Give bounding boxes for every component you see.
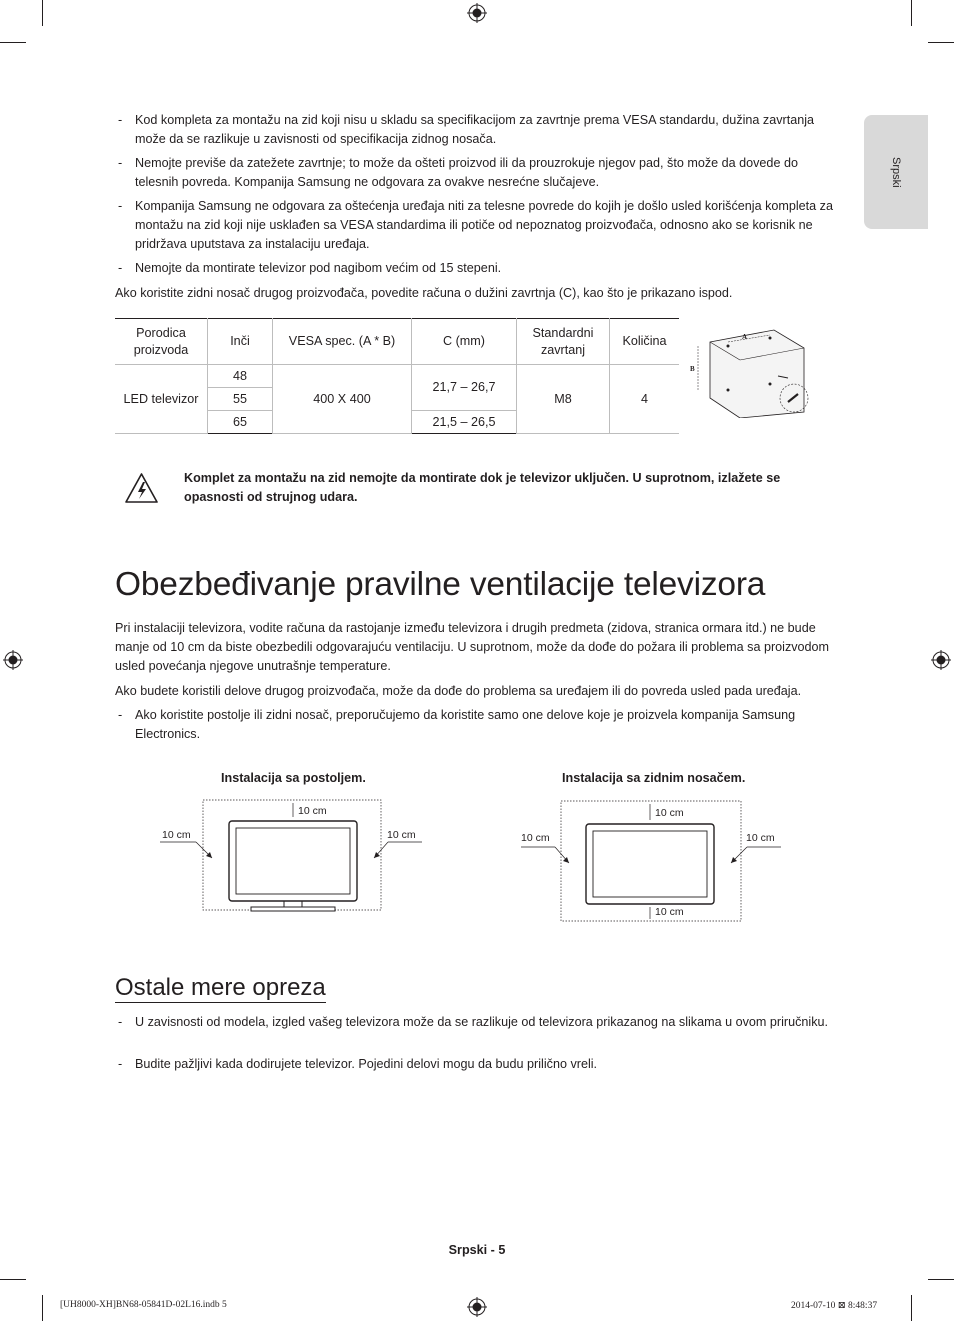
table-cell: 400 X 400	[273, 365, 412, 434]
gap-label-left: 10 cm	[162, 829, 191, 841]
table-cell: 55	[208, 388, 273, 411]
table-cell: 21,5 – 26,5	[412, 411, 517, 434]
table-cell: 65	[208, 411, 273, 434]
page-title: Obezbeđivanje pravilne ventilacije televizora	[115, 566, 766, 603]
section-heading-text: Ostale mere opreza	[115, 974, 326, 1001]
table-cell: 21,7 – 26,7	[412, 365, 517, 411]
dimension-label-b: B	[690, 365, 695, 373]
table-header-cell: Inči	[208, 319, 273, 365]
gap-label-right: 10 cm	[387, 829, 416, 841]
crop-mark	[42, 0, 43, 26]
table-header-cell: VESA spec. (A * B)	[273, 319, 412, 365]
wall-installation-figure	[519, 797, 785, 925]
table-header-row	[115, 319, 679, 365]
intro-note: Ako koristite zidni nosač drugog proizvođača, povedite računa o dužini zavrtnja (C), kao što je prikazano ispod.	[115, 286, 733, 300]
warning-text: Komplet za montažu na zid nemojte da montirate dok je televizor uključen. U suprotnom, izlažete se opasnosti od strujnog udara.	[184, 471, 781, 504]
registration-mark-icon	[467, 3, 487, 23]
ventilation-paragraph: Pri instalaciji televizora, vodite računa da rastojanje između televizora i drugih predmeta (zidova, stranica ormara itd.) ne bude manje od 10 cm da biste obezbedili odgovarajuću ventilaciju. U suprotnom, može da dođe do požara ili problema sa proizvodom usled povećanja njegove unutrašnje temperature.	[115, 621, 830, 673]
stand-figure-caption: Instalacija sa postoljem.	[221, 771, 366, 785]
registration-mark-icon	[3, 650, 23, 670]
table-cell: 48	[208, 365, 273, 388]
crop-mark	[0, 42, 26, 43]
page-number: Srpski - 5	[448, 1243, 506, 1257]
registration-mark-icon	[467, 1297, 487, 1317]
table-header-cell: Porodica proizvoda	[115, 319, 208, 365]
crop-mark	[911, 0, 912, 26]
table-header-cell: Standardni zavrtanj	[517, 319, 610, 365]
stand-installation-figure	[160, 795, 426, 915]
table-header-cell: C (mm)	[412, 319, 517, 365]
gap-label-right: 10 cm	[746, 832, 775, 844]
print-timestamp: 2014-07-10 ⊠ 8:48:37	[791, 1301, 878, 1311]
crop-mark	[42, 1295, 43, 1321]
crop-mark	[0, 1279, 26, 1280]
section-heading	[115, 972, 326, 1004]
crop-mark	[928, 1279, 954, 1280]
manual-page: Srpski - Kod kompleta za montažu na zid koji nisu u skladu sa specifikacijom za zavrtnje prema VESA standardu, dužina zavrtanja može da se razlikuje u zavisnosti od specifikacija zidnog nosača. - Nemojte previše da zatežete zavrtnje; to može da ošteti proizvod ili da prouzrokuje njegov pad, što može da dovede do telesnih povreda. Kompanija Samsung ne odgovara za ovakve nesrećne slučajeve. - Kompanija Samsung ne odgovara za oštećenja uređaja niti za telesne povrede do kojih je došlo usled korišćenja kompleta za montažu na zid koji nije usklađen sa VESA standardima ili potiče od nepoznatog proizvođača, odnosno ako se korisnik ne pridržava uputstava za instalaciju uređaja. - Nemojte da montirate televizor pod nagibom većim od 15 stepeni. Ako koristite zidni nosač drugog proizvođača, povedite računa o dužini zavrtnja (C), kao što je prikazano ispod. Porodica proizvoda Inči VESA spec. (A * B) C (mm) Standardni zavrtanj Količina LED televizor 48 400 X 400 21,7 – 26,7 M8 4 55 65 21,5 – 26,5 A B Komplet za montažu na zid nemojte da montirate dok je televizor uključen. U suprotnom, izlažete se opasnosti od strujnog udara. Obezbeđivanje pravilne ventilacije televizora Pri instalaciji televizora, vodite računa da rastojanje između televizora i drugih predmeta (zidova, stranica ormara itd.) ne bude manje od 10 cm da biste obezbedili odgovarajuću ventilaciju. U suprotnom, može da dođe do požara ili problema sa proizvodom usled povećanja njegove unutrašnje temperature. Ako budete koristili delove drugog proizvođača, može da dođe do problema sa uređajem ili do povreda usled pada uređaja. - Ako koristite postolje ili zidni nosač, preporučujemo da koristite samo one delove koje je proizvela kompanija Samsung Electronics. Instalacija sa postoljem. Instalacija sa zidnim nosačem. 10 cm 10 cm 10 cm 10 cm 10 cm 10 cm 10 cm Ostale mere opreza - U zavisnosti od modela, izgled vašeg televizora može da se razlikuje od televizora prikazanog na slikama u ovom priručniku. - Budite pažljivi kada dodirujete televizor. Pojedini delovi mogu da budu prilično vreli. Srpski - 5 [UH8000-XH]BN68-05841D-02L16.indb 5 2014-07-10 ⊠ 8:48:37	[0, 0, 954, 1321]
gap-label-bottom: 10 cm	[655, 906, 684, 918]
gap-label-left: 10 cm	[521, 832, 550, 844]
table-cell: LED televizor	[115, 365, 208, 434]
wall-figure-caption: Instalacija sa zidnim nosačem.	[562, 771, 746, 785]
gap-label-top: 10 cm	[298, 805, 327, 817]
gap-label-top: 10 cm	[655, 807, 684, 819]
electric-shock-warning-icon	[124, 472, 159, 504]
table-header-cell: Količina	[610, 319, 680, 365]
crop-mark	[928, 42, 954, 43]
vesa-spec-table	[115, 318, 679, 434]
print-file-info: [UH8000-XH]BN68-05841D-02L16.indb 5	[60, 1300, 227, 1310]
dimension-label-a: A	[742, 333, 748, 341]
wall-mount-diagram	[688, 326, 814, 418]
table-cell: 4	[610, 365, 680, 434]
ventilation-paragraph: Ako budete koristili delove drugog proizvođača, može da dođe do problema sa uređajem ili do povreda usled pada uređaja.	[115, 684, 802, 698]
table-cell: M8	[517, 365, 610, 434]
registration-mark-icon	[931, 650, 951, 670]
table-row	[115, 365, 679, 388]
crop-mark	[911, 1295, 912, 1321]
language-side-tab-label: Srpski	[890, 157, 902, 188]
